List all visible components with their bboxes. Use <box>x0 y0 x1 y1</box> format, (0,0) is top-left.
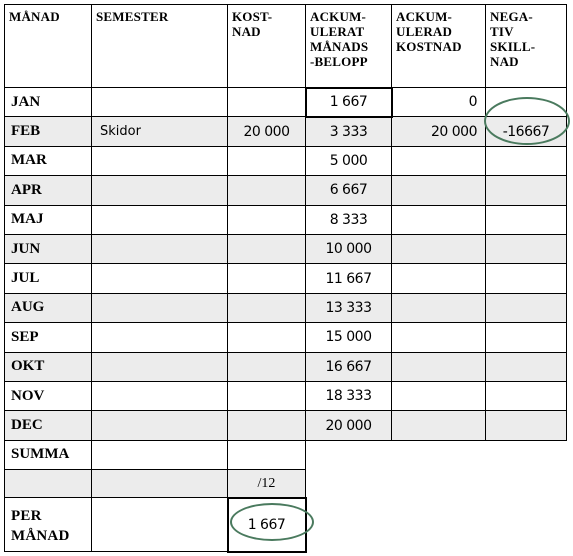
month-label: JAN <box>4 88 92 117</box>
ackumulerad-kostnad-cell[interactable] <box>392 264 486 293</box>
ackumulerat-cell[interactable]: 18 333 <box>306 382 392 411</box>
ackumulerad-kostnad-cell[interactable] <box>392 411 486 440</box>
divider-row-label <box>4 470 92 498</box>
negativ-skillnad-cell[interactable] <box>486 206 567 235</box>
month-label: JUN <box>4 235 92 264</box>
per-manad-semester-cell[interactable] <box>92 498 228 552</box>
kostnad-cell[interactable] <box>228 235 306 264</box>
semester-cell[interactable] <box>92 411 228 440</box>
ackumulerat-cell[interactable]: 10 000 <box>306 235 392 264</box>
month-label: APR <box>4 176 92 205</box>
ackumulerat-cell[interactable]: 11 667 <box>306 264 392 293</box>
semester-cell[interactable] <box>92 323 228 352</box>
negativ-skillnad-cell[interactable] <box>486 88 567 117</box>
ackumulerat-cell[interactable]: 15 000 <box>306 323 392 352</box>
header-semester: SEMESTER <box>92 4 228 88</box>
semester-cell[interactable] <box>92 353 228 382</box>
ackumulerat-cell[interactable]: 20 000 <box>306 411 392 440</box>
month-label: MAJ <box>4 206 92 235</box>
kostnad-cell[interactable]: 20 000 <box>228 117 306 146</box>
negativ-skillnad-cell[interactable]: -16667 <box>486 117 567 146</box>
ackumulerad-kostnad-cell[interactable] <box>392 235 486 264</box>
header-ackumulerad-kostnad: ACKUM- ULERAD KOSTNAD <box>392 4 486 88</box>
ackumulerat-cell[interactable]: 8 333 <box>306 206 392 235</box>
ackumulerad-kostnad-cell[interactable] <box>392 353 486 382</box>
ackumulerat-cell[interactable]: 6 667 <box>306 176 392 205</box>
semester-cell[interactable] <box>92 264 228 293</box>
semester-cell[interactable]: Skidor <box>92 117 228 146</box>
ackumulerat-cell[interactable]: 3 333 <box>306 117 392 146</box>
ackumulerad-kostnad-cell[interactable] <box>392 294 486 323</box>
ackumulerat-cell[interactable]: 13 333 <box>306 294 392 323</box>
ackumulerad-kostnad-cell[interactable] <box>392 147 486 176</box>
header-ackumulerat-manadsbelopp: ACKUM- ULERAT MÅNADS -BELOPP <box>306 4 392 88</box>
ackumulerad-kostnad-cell[interactable] <box>392 206 486 235</box>
ackumulerat-cell[interactable]: 16 667 <box>306 353 392 382</box>
month-label: AUG <box>4 294 92 323</box>
semester-cell[interactable] <box>92 294 228 323</box>
ackumulerat-cell[interactable]: 5 000 <box>306 147 392 176</box>
kostnad-cell[interactable] <box>228 353 306 382</box>
negativ-skillnad-cell[interactable] <box>486 264 567 293</box>
semester-cell[interactable] <box>92 176 228 205</box>
kostnad-cell[interactable] <box>228 411 306 440</box>
negativ-skillnad-cell[interactable] <box>486 147 567 176</box>
month-label: NOV <box>4 382 92 411</box>
month-label: DEC <box>4 411 92 440</box>
per-manad-label: PER MÅNAD <box>4 498 92 552</box>
divide-by-twelve-label: /12 <box>228 470 306 498</box>
negativ-skillnad-cell[interactable] <box>486 353 567 382</box>
header-manad: MÅNAD <box>4 4 92 88</box>
header-negativ-skillnad: NEGA- TIV SKILL- NAD <box>486 4 567 88</box>
ackumulerad-kostnad-cell[interactable] <box>392 323 486 352</box>
divider-row-semester <box>92 470 228 498</box>
kostnad-cell[interactable] <box>228 294 306 323</box>
semester-cell[interactable] <box>92 88 228 117</box>
kostnad-cell[interactable] <box>228 323 306 352</box>
summa-label: SUMMA <box>4 441 92 470</box>
month-label: SEP <box>4 323 92 352</box>
month-label: JUL <box>4 264 92 293</box>
summa-kostnad-cell[interactable] <box>228 441 306 470</box>
kostnad-cell[interactable] <box>228 206 306 235</box>
negativ-skillnad-cell[interactable] <box>486 176 567 205</box>
semester-cell[interactable] <box>92 147 228 176</box>
ackumulerad-kostnad-cell[interactable]: 20 000 <box>392 117 486 146</box>
ackumulerat-cell[interactable]: 1 667 <box>306 88 392 117</box>
ackumulerad-kostnad-cell[interactable] <box>392 176 486 205</box>
semester-cell[interactable] <box>92 235 228 264</box>
ackumulerad-kostnad-cell[interactable] <box>392 382 486 411</box>
kostnad-cell[interactable] <box>228 382 306 411</box>
kostnad-cell[interactable] <box>228 176 306 205</box>
kostnad-cell[interactable] <box>228 147 306 176</box>
summa-semester-cell[interactable] <box>92 441 228 470</box>
month-label: OKT <box>4 353 92 382</box>
negativ-skillnad-cell[interactable] <box>486 323 567 352</box>
negativ-skillnad-cell[interactable] <box>486 382 567 411</box>
kostnad-cell[interactable] <box>228 264 306 293</box>
kostnad-cell[interactable] <box>228 88 306 117</box>
semester-cell[interactable] <box>92 382 228 411</box>
ackumulerad-kostnad-cell[interactable]: 0 <box>392 88 486 117</box>
month-label: MAR <box>4 147 92 176</box>
negativ-skillnad-cell[interactable] <box>486 411 567 440</box>
negativ-skillnad-cell[interactable] <box>486 235 567 264</box>
per-manad-value[interactable]: 1 667 <box>228 498 306 552</box>
semester-cell[interactable] <box>92 206 228 235</box>
header-kostnad: KOST- NAD <box>228 4 306 88</box>
negativ-skillnad-cell[interactable] <box>486 294 567 323</box>
month-label: FEB <box>4 117 92 146</box>
